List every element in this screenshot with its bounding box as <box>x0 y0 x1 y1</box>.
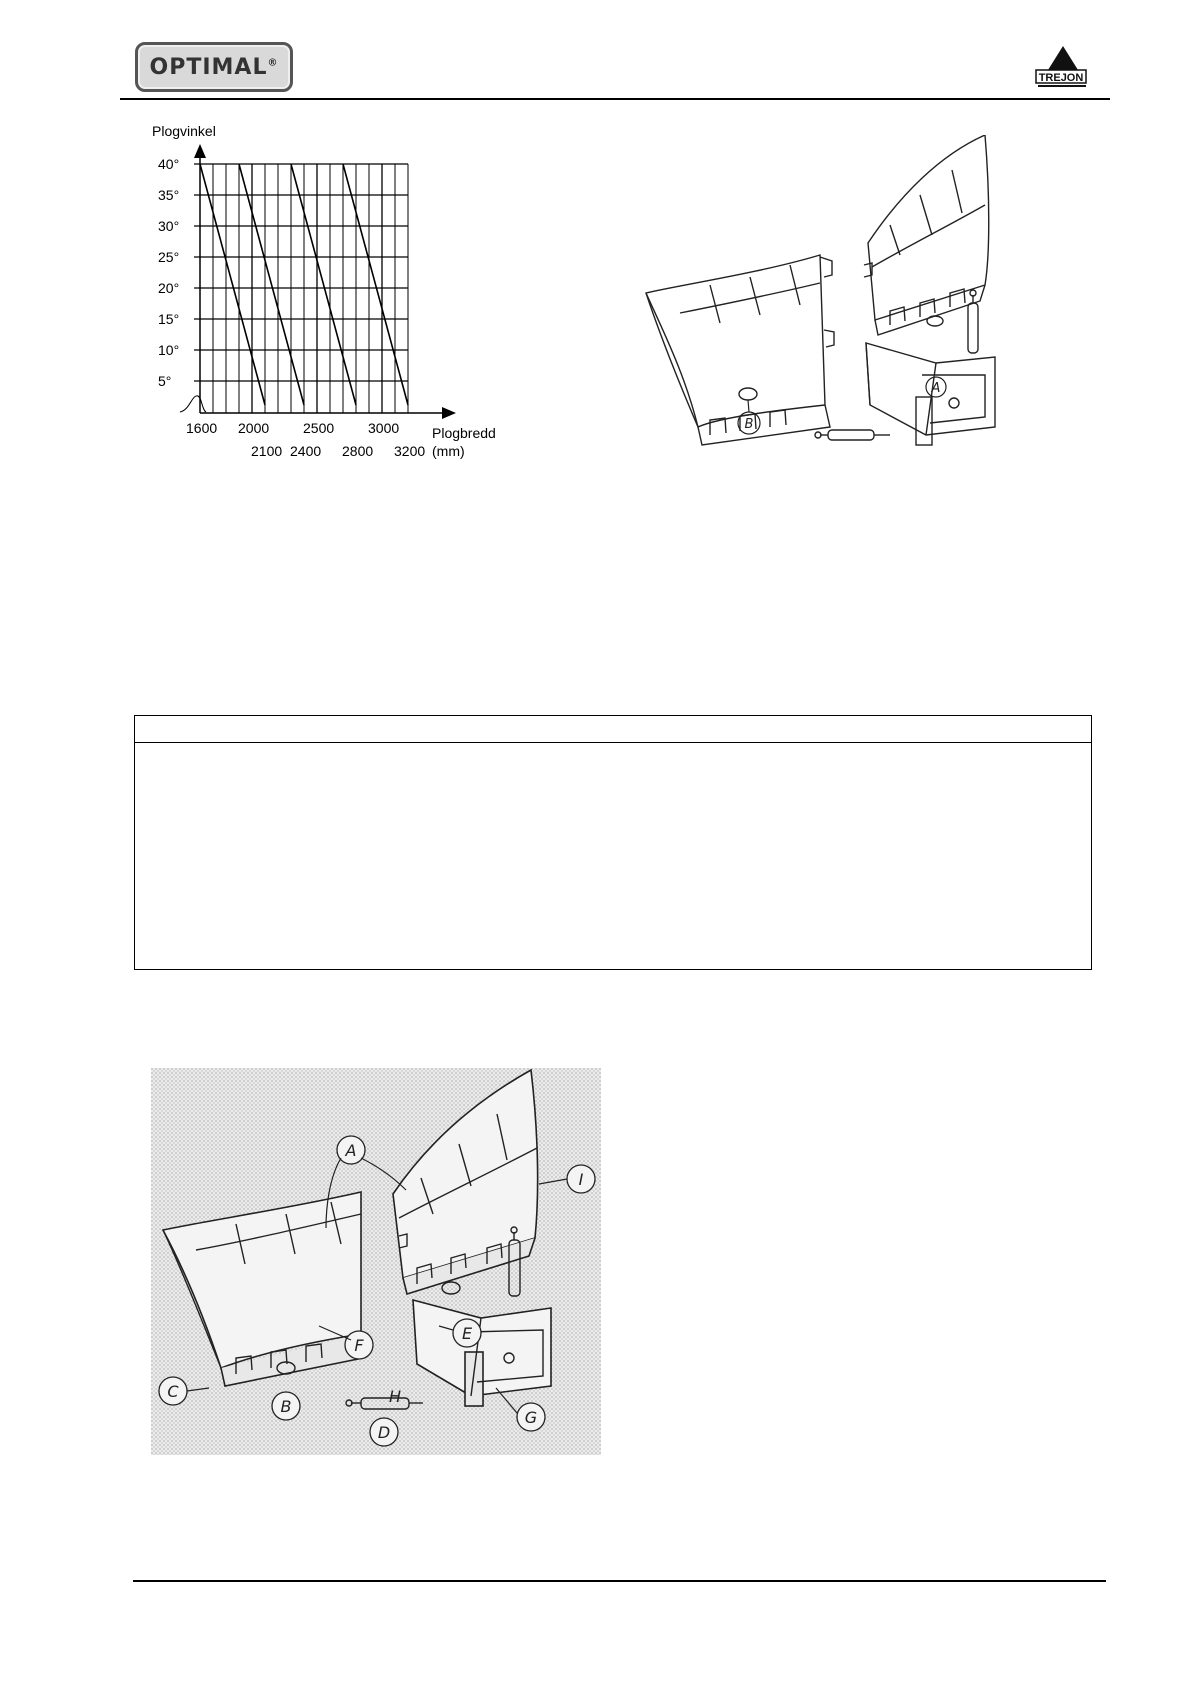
trejon-logo-text: TREJON <box>1038 72 1084 84</box>
callout-g: G <box>524 1408 538 1427</box>
x-axis-label: Plogbredd <box>432 425 496 441</box>
y-tick-label: 5° <box>158 373 172 389</box>
callout-c: C <box>167 1382 179 1401</box>
y-tick-label: 20° <box>158 280 180 296</box>
info-box-header <box>135 716 1091 743</box>
callout-h: H <box>388 1387 402 1406</box>
series-line-2 <box>239 164 304 405</box>
callout-a: A <box>931 381 941 396</box>
y-axis-label: Plogvinkel <box>152 123 216 139</box>
plow-exploded-drawing-bottom <box>151 1068 601 1455</box>
optimal-logo <box>135 42 293 92</box>
info-box <box>134 715 1092 970</box>
x-tick-label: 3000 <box>368 420 400 436</box>
series-line-4 <box>343 164 408 405</box>
plow-angle-chart <box>140 118 560 478</box>
callout-b: B <box>744 417 754 432</box>
callout-b: B <box>280 1397 292 1416</box>
x-tick-labels <box>186 420 425 459</box>
plow-exploded-drawing-top <box>640 135 1040 490</box>
x-tick-label: 2100 <box>251 443 283 459</box>
series-line-3 <box>291 164 356 405</box>
y-tick-labels <box>158 156 179 389</box>
x-tick-label: 2000 <box>238 420 270 436</box>
trejon-logo <box>1033 44 1093 94</box>
header-divider <box>120 98 1110 100</box>
optimal-logo-text: OPTIMAL® <box>149 54 279 80</box>
x-tick-label: 1600 <box>186 420 218 436</box>
x-tick-label: 3200 <box>394 443 426 459</box>
x-tick-label: 2800 <box>342 443 374 459</box>
y-tick-label: 25° <box>158 249 180 265</box>
x-axis-unit: (mm) <box>432 443 465 459</box>
chart-axes <box>180 144 456 419</box>
y-tick-label: 35° <box>158 187 180 203</box>
y-tick-label: 10° <box>158 342 180 358</box>
y-tick-label: 30° <box>158 218 180 234</box>
callout-e: E <box>461 1324 473 1343</box>
y-tick-label: 40° <box>158 156 180 172</box>
callout-a: A <box>345 1141 357 1160</box>
callout-i: I <box>578 1170 584 1189</box>
callout-f: F <box>354 1336 364 1355</box>
x-tick-label: 2400 <box>290 443 322 459</box>
callout-d: D <box>377 1423 391 1442</box>
y-tick-label: 15° <box>158 311 180 327</box>
series-line-1 <box>200 164 265 405</box>
footer-divider <box>133 1580 1106 1582</box>
x-tick-label: 2500 <box>303 420 335 436</box>
